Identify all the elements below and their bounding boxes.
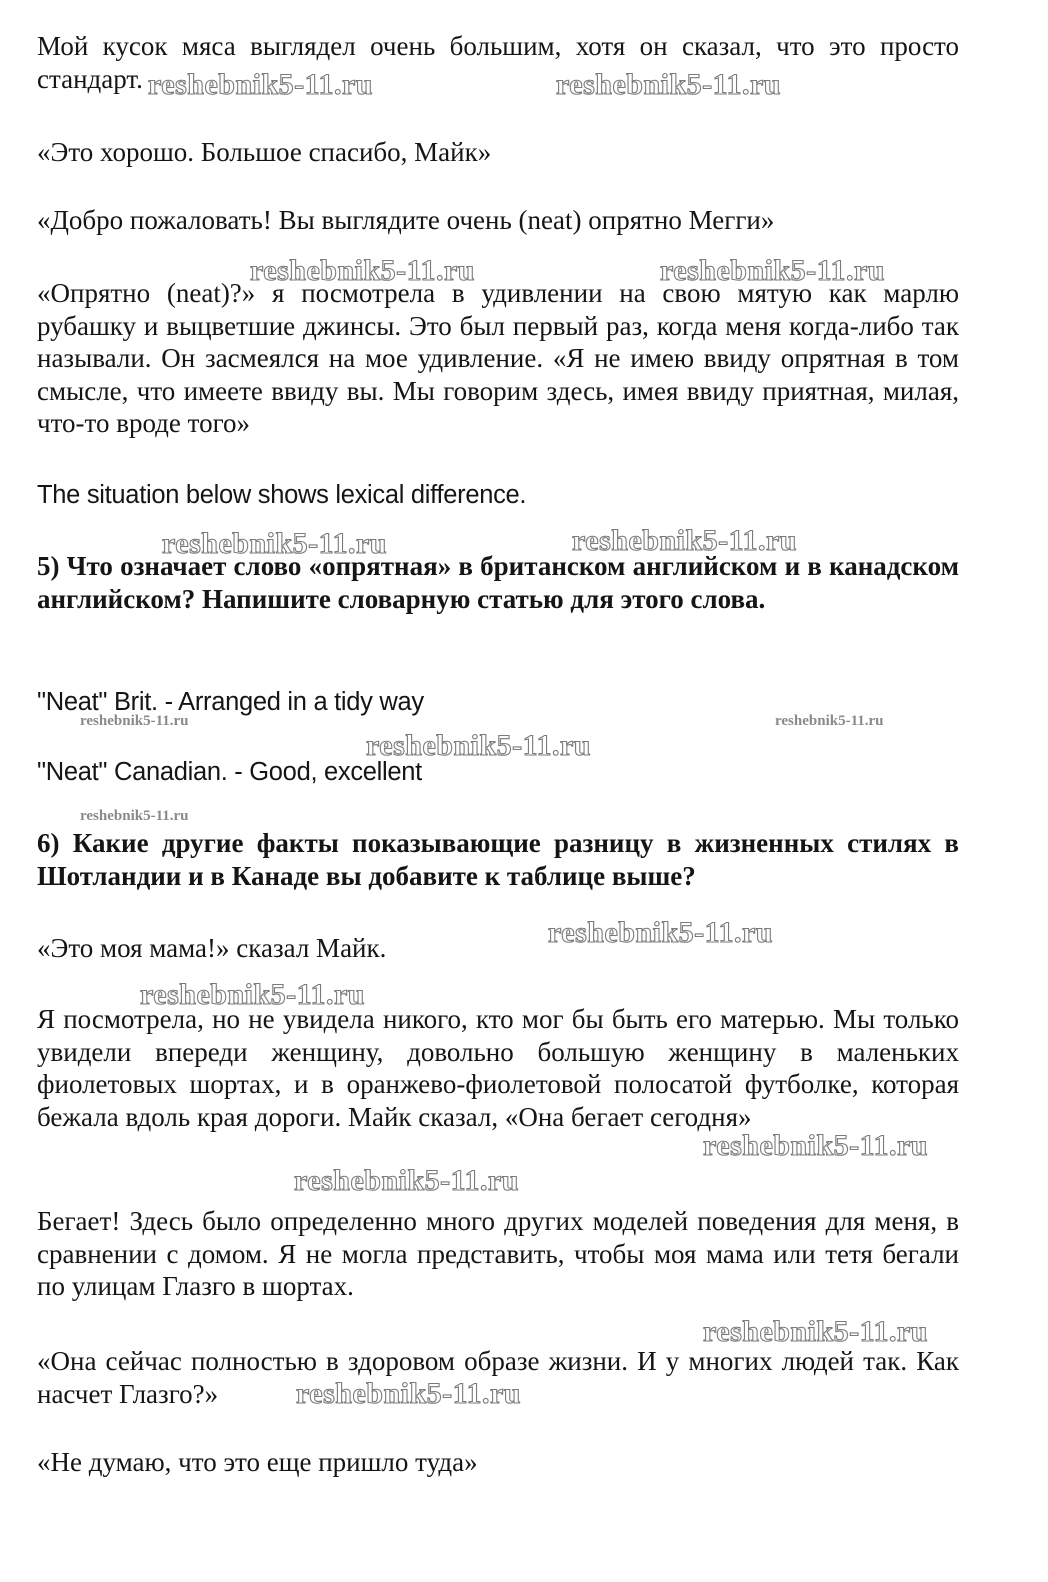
- watermark: reshebnik5-11.ru: [296, 1377, 521, 1410]
- question-5: 5) Что означает слово «опрятная» в британском английском и в канадском английском? Напишите словарную статью для этого слова.: [37, 551, 959, 614]
- definition-neat-canadian: "Neat" Canadian. - Good, excellent: [37, 758, 422, 786]
- watermark: reshebnik5-11.ru: [775, 713, 884, 729]
- definition-neat-british: "Neat" Brit. - Arranged in a tidy way: [37, 688, 424, 716]
- paragraph-thanks: «Это хорошо. Большое спасибо, Майк»: [37, 137, 492, 167]
- paragraph-steak: Мой кусок мяса выглядел очень большим, хотя он сказал, что это просто стандарт.: [37, 31, 959, 94]
- watermark: reshebnik5-11.ru: [80, 808, 189, 824]
- watermark: reshebnik5-11.ru: [80, 713, 189, 729]
- paragraph-woman-running: Я посмотрела, но не увидела никого, кто мог бы быть его матерью. Мы только увидели впереди женщину, довольно большую женщину в маленьких фиолетовых шортах, и в оранжево-фиолетовой полосатой футболке, которая бежала вдоль края дороги. Майк сказал, «Она бегает сегодня»: [37, 1004, 959, 1132]
- question-6: 6) Какие другие факты показывающие разницу в жизненных стилях в Шотландии и в Канаде вы добавите к таблице выше?: [37, 828, 959, 891]
- paragraph-neat-surprise: «Опрятно (neat)?» я посмотрела в удивлении на свою мятую как марлю рубашку и выцветшие джинсы. Это был первый раз, когда меня когда-либо так называли. Он засмеялся на мое удивление. «Я не имею ввиду опрятная в том смысле, что имеете ввиду вы. Мы говорим здесь, имея ввиду приятная, милая, что-то вроде того»: [37, 278, 959, 438]
- watermark: reshebnik5-11.ru: [294, 1164, 519, 1197]
- watermark: reshebnik5-11.ru: [162, 527, 387, 560]
- paragraph-running-surprise: Бегает! Здесь было определенно много других моделей поведения для меня, в сравнении с домом. Я не могла представить, чтобы моя мама или тетя бегали по улицам Глазго в шортах.: [37, 1206, 959, 1301]
- watermark: reshebnik5-11.ru: [703, 1129, 928, 1162]
- watermark: reshebnik5-11.ru: [366, 729, 591, 762]
- paragraph-lexical-difference: The situation below shows lexical difference.: [37, 481, 527, 509]
- paragraph-healthy-lifestyle: «Она сейчас полностью в здоровом образе жизни. И у многих людей так. Как насчет Глазго?»: [37, 1346, 959, 1409]
- watermark: reshebnik5-11.ru: [548, 916, 773, 949]
- watermark: reshebnik5-11.ru: [250, 254, 475, 287]
- paragraph-my-mom: «Это моя мама!» сказал Майк.: [37, 933, 387, 963]
- paragraph-welcome: «Добро пожаловать! Вы выглядите очень (neat) опрятно Мегги»: [37, 205, 775, 235]
- watermark: reshebnik5-11.ru: [140, 978, 365, 1011]
- watermark: reshebnik5-11.ru: [572, 524, 797, 557]
- paragraph-not-arrived: «Не думаю, что это еще пришло туда»: [37, 1447, 478, 1477]
- watermark: reshebnik5-11.ru: [660, 254, 885, 287]
- watermark: reshebnik5-11.ru: [556, 68, 781, 101]
- watermark: reshebnik5-11.ru: [703, 1315, 928, 1348]
- watermark: reshebnik5-11.ru: [148, 68, 373, 101]
